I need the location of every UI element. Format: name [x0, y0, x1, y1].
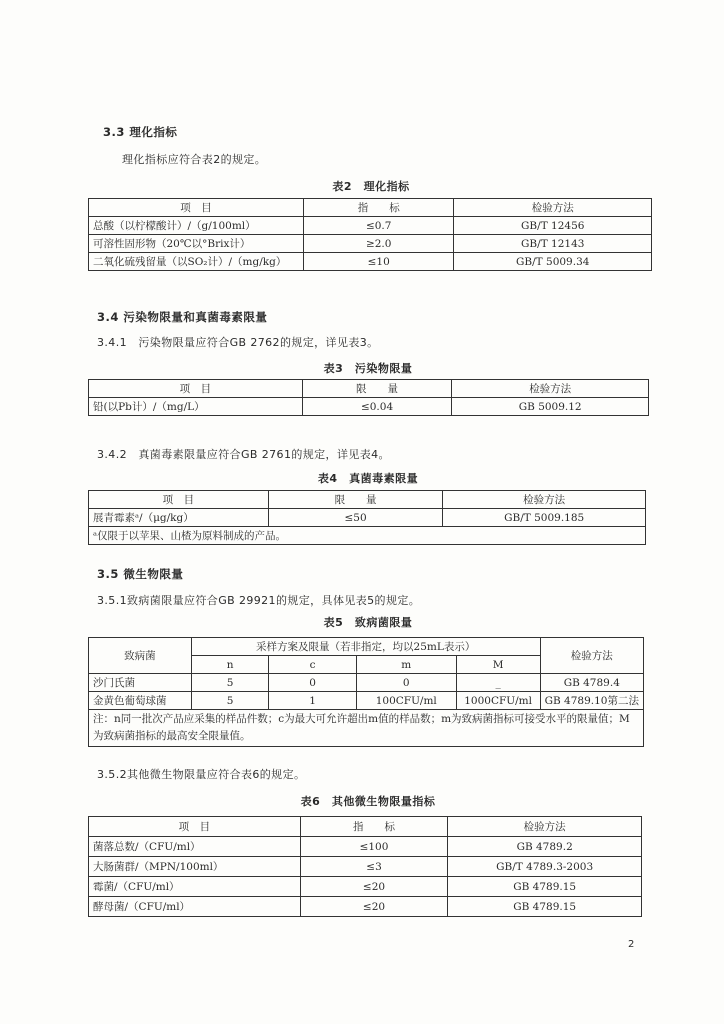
cell-item: 展青霉素ᵃ/（μg/kg）: [89, 509, 269, 527]
cell-M: _: [456, 674, 540, 692]
cell-method: GB 4789.15: [448, 897, 642, 917]
table-row: [89, 253, 652, 271]
header-item: 项 目: [89, 199, 304, 217]
cell-value: ≤10: [303, 253, 454, 271]
table-row: [89, 837, 642, 857]
table4-caption: 表4 真菌毒素限量: [317, 472, 419, 485]
cell-item: 可溶性固形物（20℃以°Brix计）: [89, 235, 304, 253]
table2-caption: 表2 理化指标: [332, 180, 410, 193]
table6-caption: 表6 其他微生物限量指标: [300, 795, 436, 808]
table-row: [89, 509, 646, 527]
page-number: 2: [628, 939, 635, 950]
table-header-row: [89, 817, 642, 837]
cell-item: 大肠菌群/（MPN/100ml）: [89, 857, 301, 877]
cell-c: 1: [269, 692, 357, 710]
cell-item: 菌落总数/（CFU/ml）: [89, 837, 301, 857]
section-3-5-heading: 3.5 微生物限量: [97, 567, 184, 581]
table-note-row: [89, 710, 644, 747]
cell-n: 5: [191, 674, 269, 692]
table-row: [89, 857, 642, 877]
header-item: 项 目: [89, 491, 269, 509]
cell-item: 酵母菌/（CFU/ml）: [89, 897, 301, 917]
table-row: [89, 398, 649, 416]
header-method: 检验方法: [540, 638, 643, 674]
header-sampling-plan: 采样方案及限量（若非指定，均以25mL表示）: [191, 638, 540, 656]
table-row: [89, 877, 642, 897]
table-row: [89, 692, 644, 710]
cell-item: 总酸（以柠檬酸计）/（g/100ml）: [89, 217, 304, 235]
header-item: 项 目: [89, 817, 301, 837]
table4: [88, 490, 646, 545]
cell-value: ≤3: [300, 857, 448, 877]
table2: [88, 198, 652, 271]
header-method: 检验方法: [448, 817, 642, 837]
table-header-row: [89, 638, 644, 656]
cell-method: GB 4789.4: [540, 674, 643, 692]
table-row: [89, 897, 642, 917]
table-header-row: [89, 199, 652, 217]
table-note-row: [89, 527, 646, 545]
section-3-4-heading: 3.4 污染物限量和真菌毒素限量: [97, 310, 268, 324]
cell-method: GB 4789.10第二法: [540, 692, 643, 710]
cell-item: 二氧化硫残留量（以SO₂计）/（mg/kg）: [89, 253, 304, 271]
header-index: 指 标: [300, 817, 448, 837]
cell-c: 0: [269, 674, 357, 692]
header-index: 指 标: [303, 199, 454, 217]
cell-pathogen: 沙门氏菌: [89, 674, 192, 692]
section-3-4-2-text: 3.4.2 真菌毒素限量应符合GB 2761的规定，详见表4。: [97, 448, 390, 461]
subheader-n: n: [191, 656, 269, 674]
cell-n: 5: [191, 692, 269, 710]
cell-value: ≤20: [300, 877, 448, 897]
cell-value: ≥2.0: [303, 235, 454, 253]
cell-m: 100CFU/ml: [356, 692, 456, 710]
cell-m: 0: [356, 674, 456, 692]
table-header-row: [89, 491, 646, 509]
cell-method: GB 4789.2: [448, 837, 642, 857]
cell-value: ≤0.7: [303, 217, 454, 235]
cell-method: GB 5009.12: [452, 398, 649, 416]
subheader-M: M: [456, 656, 540, 674]
cell-value: ≤50: [268, 509, 443, 527]
header-pathogen: 致病菌: [89, 638, 192, 674]
subheader-c: c: [269, 656, 357, 674]
table3-caption: 表3 污染物限量: [323, 362, 413, 375]
table5: [88, 637, 644, 747]
cell-item: 铅(以Pb计）/（mg/L）: [89, 398, 303, 416]
cell-value: ≤0.04: [302, 398, 452, 416]
cell-method: GB/T 4789.3-2003: [448, 857, 642, 877]
header-method: 检验方法: [443, 491, 646, 509]
section-3-3-heading: 3.3 理化指标: [103, 125, 178, 139]
cell-method: GB/T 12456: [454, 217, 652, 235]
table4-footnote: ᵃ仅限于以苹果、山楂为原料制成的产品。: [89, 527, 646, 545]
table6: [88, 816, 642, 917]
table5-caption: 表5 致病菌限量: [323, 616, 413, 629]
table-header-row: [89, 380, 649, 398]
cell-value: ≤100: [300, 837, 448, 857]
cell-item: 霉菌/（CFU/ml）: [89, 877, 301, 897]
header-method: 检验方法: [454, 199, 652, 217]
section-3-5-2-text: 3.5.2其他微生物限量应符合表6的规定。: [97, 768, 306, 781]
header-item: 项 目: [89, 380, 303, 398]
header-limit: 限 量: [302, 380, 452, 398]
table5-note: 注：n同一批次产品应采集的样品件数；c为最大可允许超出m值的样品数；m为致病菌指标可接受水平的限量值；M为致病菌指标的最高安全限量值。: [89, 710, 644, 747]
subheader-m: m: [356, 656, 456, 674]
cell-value: ≤20: [300, 897, 448, 917]
cell-method: GB/T 12143: [454, 235, 652, 253]
table-row: [89, 217, 652, 235]
header-limit: 限 量: [268, 491, 443, 509]
section-3-3-text: 理化指标应符合表2的规定。: [122, 153, 267, 166]
cell-method: GB/T 5009.185: [443, 509, 646, 527]
cell-method: GB/T 5009.34: [454, 253, 652, 271]
section-3-4-1-text: 3.4.1 污染物限量应符合GB 2762的规定，详见表3。: [97, 336, 379, 349]
table-row: [89, 674, 644, 692]
cell-pathogen: 金黄色葡萄球菌: [89, 692, 192, 710]
section-3-5-1-text: 3.5.1致病菌限量应符合GB 29921的规定，具体见表5的规定。: [97, 594, 421, 607]
red-seal-stamp: [700, 495, 724, 655]
cell-method: GB 4789.15: [448, 877, 642, 897]
table-row: [89, 235, 652, 253]
cell-M: 1000CFU/ml: [456, 692, 540, 710]
header-method: 检验方法: [452, 380, 649, 398]
table3: [88, 379, 649, 416]
